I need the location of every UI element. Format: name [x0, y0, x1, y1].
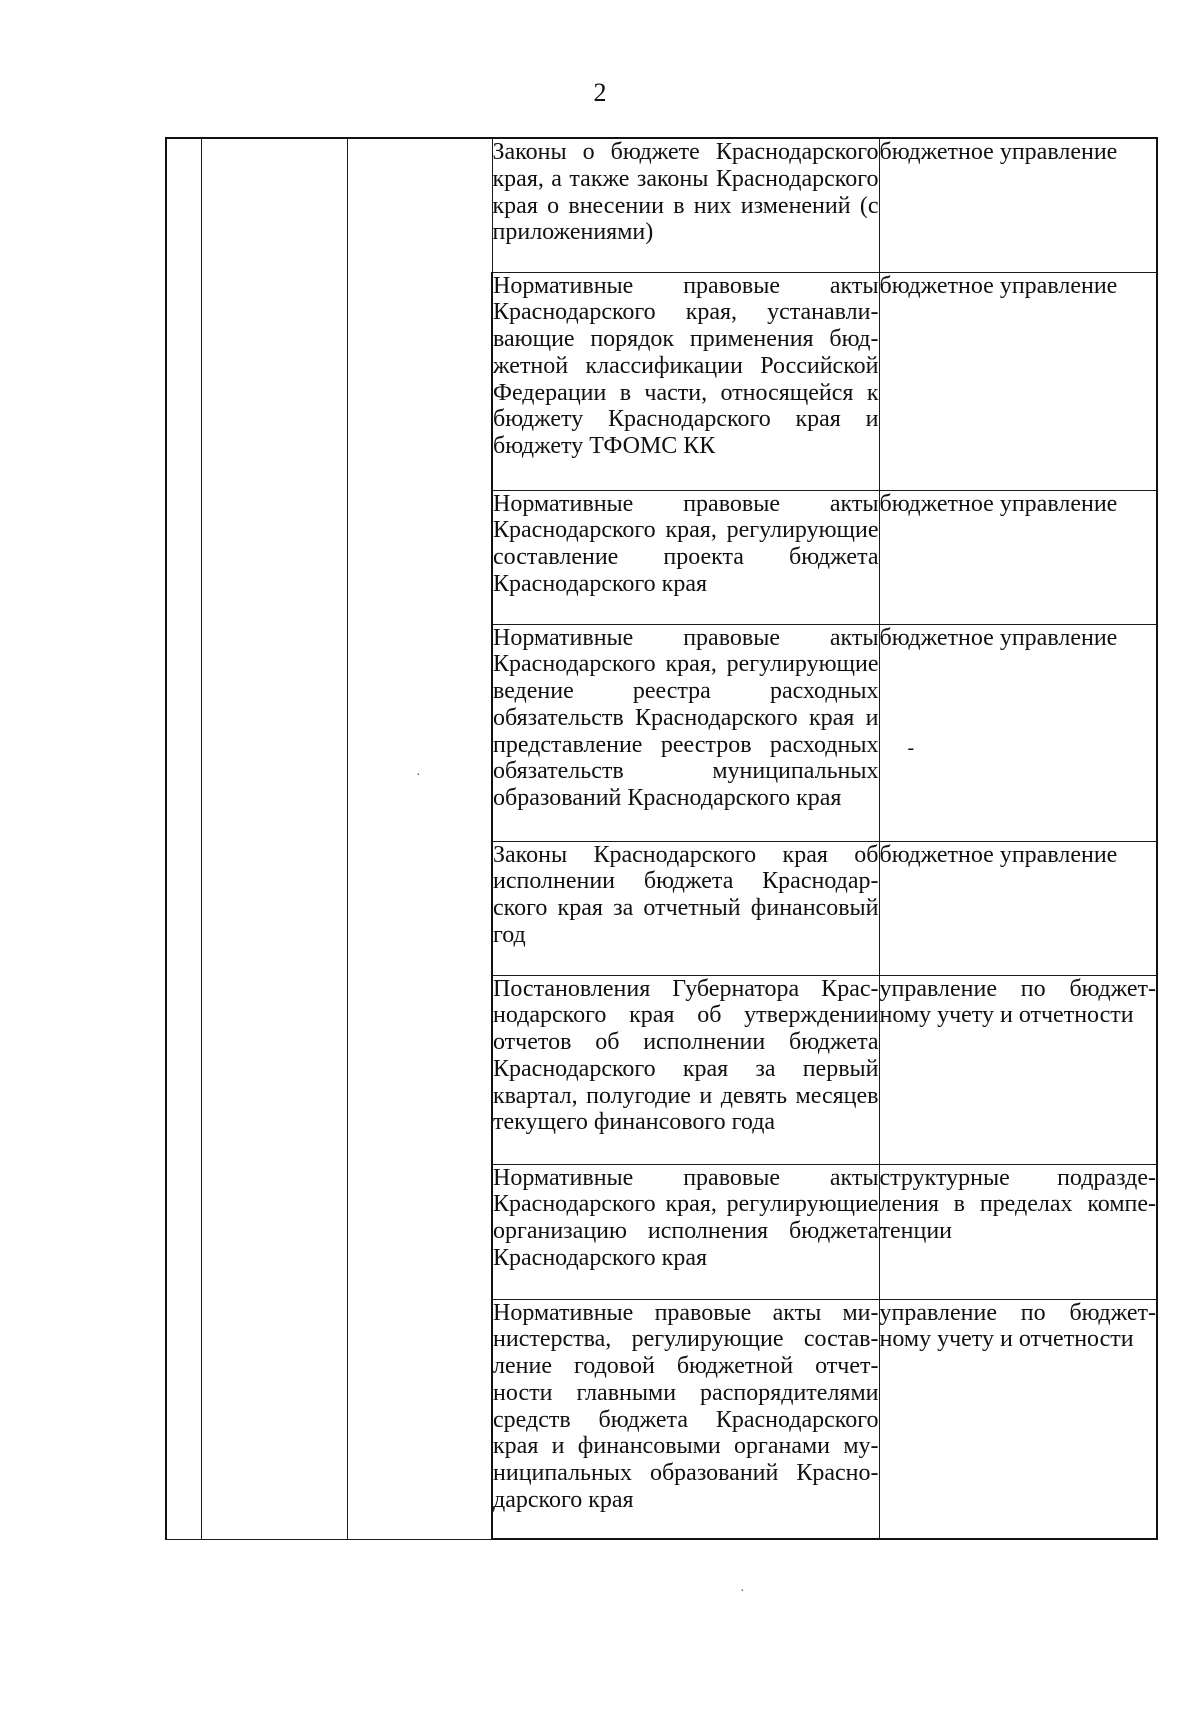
dash-mark: -	[907, 736, 915, 759]
act-cell: Законы о бюджете Краснодарского края, а также законы Краснодарского края о внесении в них изменений (с приложениями)	[492, 138, 879, 272]
department-cell: бюджетное управление	[879, 138, 1157, 272]
department-cell: бюджетное управление	[879, 272, 1157, 490]
table-row	[166, 138, 1157, 272]
department-cell: структурные подразделения в пределах компетенции	[879, 1164, 1157, 1299]
direction-column	[201, 138, 347, 1539]
act-cell: Законы Краснодарского края об исполнении бюджета Краснодарского края за отчетный финансовый год	[492, 841, 879, 975]
department-cell: бюджетное управление	[879, 841, 1157, 975]
department-cell: управление по бюджетному учету и отчетности	[879, 975, 1157, 1164]
act-cell: Нормативные правовые акты Краснодарского края, регулирующие ведение реестра расходных обязательств Краснодарского края и представление реестров расходных обязательств муниципальных образований Краснодарского края	[492, 624, 879, 841]
scan-speck: ·	[740, 1584, 745, 1599]
number-column	[166, 138, 201, 1539]
scan-speck: ·	[416, 768, 421, 783]
department-cell: управление по бюджетному учету и отчетности	[879, 1299, 1157, 1539]
act-cell: Нормативные правовые акты Краснодарского края, регулирующие организацию исполнения бюджета Краснодарского края	[492, 1164, 879, 1299]
department-label: бюджетное управление	[879, 624, 1118, 651]
document-type-column	[347, 138, 492, 1539]
department-cell	[879, 624, 1157, 841]
act-cell: Постановления Губернатора Краснодарского края об утверждении отчетов об исполнении бюджета Краснодарского края за первый квартал, полугодие и девять месяцев текущего финансового года	[492, 975, 879, 1164]
act-cell: Нормативные правовые акты Краснодарского края, регулирующие составление проекта бюджета Краснодарского края	[492, 490, 879, 624]
act-cell: Нормативные правовые акты Краснодарского края, устанавливающие порядок применения бюджетной классификации Российской Федерации в части, относящейся к бюджету Краснодарского края и бюджету ТФОМС КК	[492, 272, 879, 490]
document-table	[165, 137, 1158, 1540]
page-number: 2	[593, 78, 607, 107]
act-cell: Нормативные правовые акты министерства, регулирующие составление годовой бюджетной отчетности главными распорядителями средств бюджета Краснодарского края и финансовыми органами муниципальных образований Краснодарского края	[492, 1299, 879, 1539]
department-cell: бюджетное управление	[879, 490, 1157, 624]
